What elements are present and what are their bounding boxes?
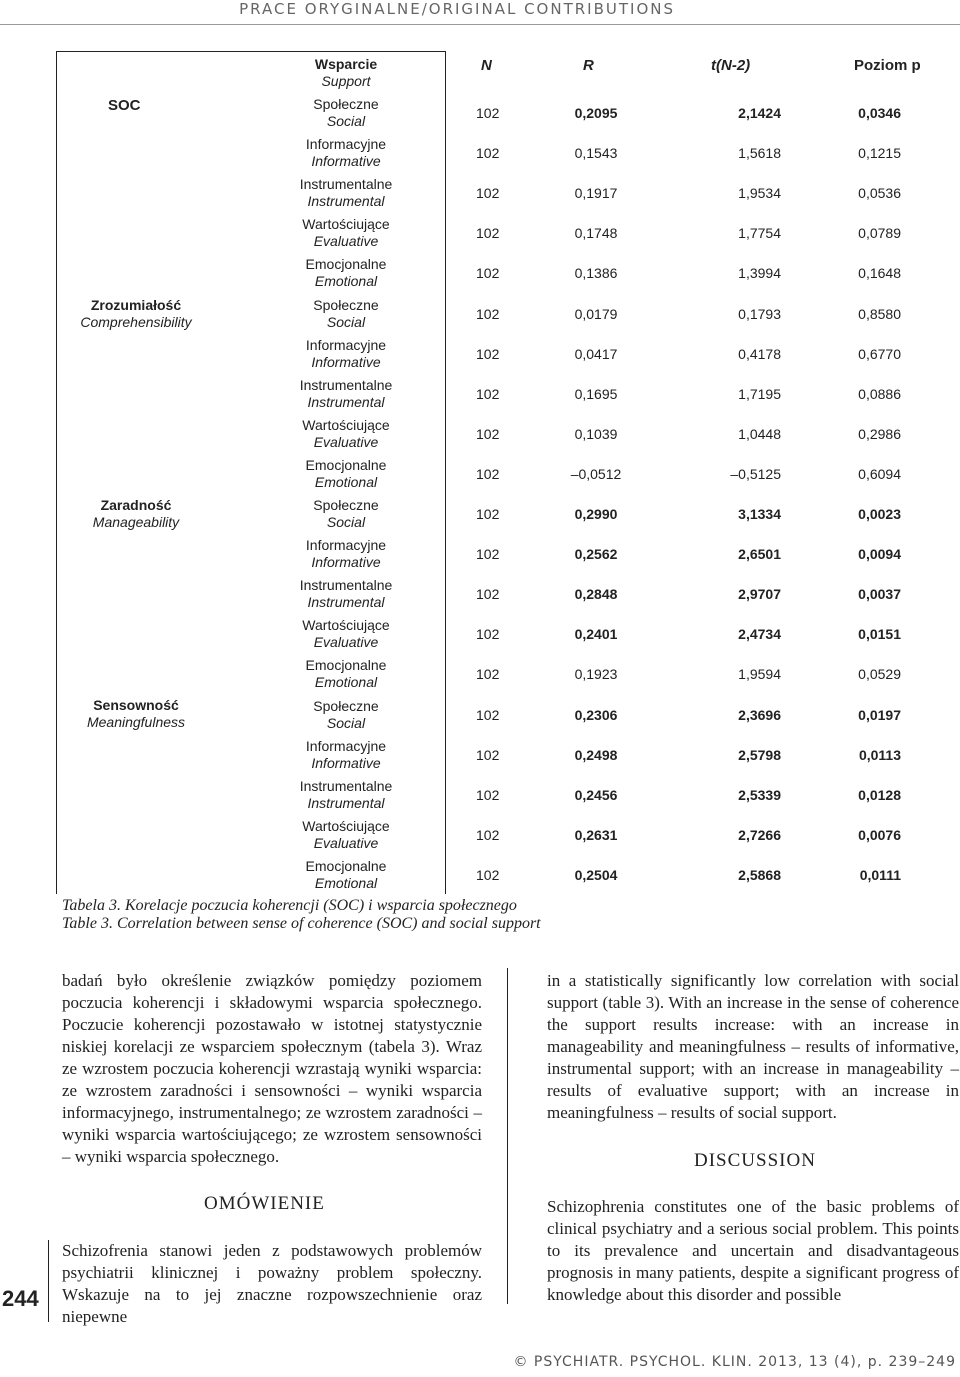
cell-n: 102 (476, 145, 500, 162)
left-column-para2: Schizofrenia stanowi jeden z podstawowych problemów psychiatrii klinicznej i poważny problem społeczny. Wskazuje na to jej znaczne rozpowszechnienie oraz niepewne (62, 1241, 482, 1326)
cell-r: 0,2306 (574, 706, 618, 723)
cell-n: 102 (476, 345, 500, 362)
cell-r: 0,1923 (574, 666, 618, 683)
table-row (446, 185, 956, 205)
cell-r: 0,1543 (574, 145, 618, 162)
right-heading: DISCUSSION (694, 1150, 816, 1171)
table-row (446, 626, 956, 646)
support-type-pl: Instrumentalne (299, 777, 393, 794)
col-r: R (583, 57, 594, 74)
cell-n: 102 (476, 105, 500, 121)
category-pl: Zrozumiałość (90, 297, 182, 313)
running-header: PRACE ORYGINALNE/ORIGINAL CONTRIBUTIONS (239, 0, 675, 18)
support-type-pl: Informacyjne (305, 537, 387, 554)
support-type (246, 136, 446, 170)
cell-r: 0,0179 (574, 305, 618, 322)
cell-t: 1,7754 (738, 225, 781, 242)
cell-n: 102 (476, 265, 500, 282)
table-row (446, 827, 956, 847)
table-row (446, 386, 956, 406)
col-n: N (481, 57, 492, 74)
support-type-pl: Społeczne (313, 697, 379, 714)
cell-t: 3,1334 (738, 506, 781, 522)
cell-t: 1,7195 (738, 385, 781, 402)
support-type-pl: Informacyjne (305, 737, 387, 754)
cell-r: 0,2562 (574, 546, 618, 563)
cell-r: 0,2401 (574, 626, 618, 643)
cell-r: 0,1695 (574, 385, 618, 402)
table-row (446, 145, 956, 165)
support-type (246, 537, 446, 571)
cell-t: 0,4178 (738, 345, 781, 362)
cell-t: 2,1424 (738, 105, 781, 121)
support-type-en: Social (326, 714, 366, 731)
support-type (246, 698, 446, 732)
page-number: 244 (2, 1286, 39, 1311)
col-p: Poziom p (854, 57, 921, 74)
table-row (446, 666, 956, 686)
support-type-en: Informative (311, 754, 381, 771)
support-type-en: Evaluative (313, 233, 379, 250)
cell-t: 1,3994 (738, 265, 781, 282)
cell-p: 0,0023 (858, 506, 901, 522)
support-type-pl: Instrumentalne (299, 376, 393, 393)
cell-t: 2,6501 (738, 546, 781, 563)
col-support (246, 56, 446, 90)
cell-t: 1,5618 (738, 145, 781, 162)
support-type (246, 377, 446, 411)
cell-n: 102 (476, 506, 500, 522)
category-pl: Zaradność (100, 497, 172, 513)
support-type-pl: Instrumentalne (299, 577, 393, 594)
support-type (246, 337, 446, 371)
table-row (446, 867, 956, 887)
cell-p: 0,0536 (858, 185, 901, 202)
cell-t: –0,5125 (730, 465, 781, 482)
category-en: Meaningfulness (86, 714, 186, 730)
table-row (446, 105, 956, 125)
cell-p: 0,2986 (858, 425, 901, 442)
support-type-pl: Społeczne (313, 296, 379, 313)
table-row (446, 787, 956, 807)
support-type-pl: Instrumentalne (299, 176, 393, 193)
cell-t: 0,1793 (738, 305, 781, 322)
table-row (446, 707, 956, 727)
cell-n: 102 (476, 546, 500, 563)
support-type (246, 778, 446, 812)
table-row (446, 265, 956, 285)
col-t: t(N-2) (711, 57, 751, 74)
support-type (246, 96, 446, 130)
cell-r: 0,1748 (574, 225, 618, 242)
table-row (446, 346, 956, 366)
support-type-pl: Emocjonalne (305, 456, 387, 473)
table-row (446, 546, 956, 566)
right-column-para1: in a statistically significantly low correlation with social support (table 3). With an increase in the sense of coherence the support results increase: with an increase in manageability and meaningfulness – results of informative, instrumental support; with an increase in manageability – results of evaluative support; with an increase in meaningfulness – results of social support. (547, 971, 959, 1122)
cell-p: 0,0037 (858, 586, 901, 603)
cell-r: 0,1386 (574, 265, 618, 282)
cell-t: 2,5339 (738, 786, 781, 803)
support-type (246, 176, 446, 210)
cell-n: 102 (476, 626, 500, 643)
cell-p: 0,0197 (858, 706, 901, 723)
cell-n: 102 (476, 666, 500, 683)
support-type (246, 858, 446, 892)
cell-n: 102 (476, 786, 500, 803)
cell-t: 1,9594 (738, 666, 781, 683)
support-type (246, 497, 446, 531)
category-comprehensibility (56, 297, 216, 331)
category-en: Manageability (92, 514, 180, 530)
support-type-pl: Społeczne (313, 96, 379, 112)
support-type-en: Social (326, 514, 366, 530)
cell-p: 0,0151 (858, 626, 901, 643)
support-type-pl: Emocjonalne (305, 857, 387, 874)
category-manageability (56, 497, 216, 531)
support-type-en: Emotional (314, 674, 378, 691)
cell-t: 2,5798 (738, 746, 781, 763)
support-type-en: Informative (311, 353, 381, 370)
table-row (446, 306, 956, 326)
cell-t: 2,5868 (738, 866, 781, 883)
table-row (446, 586, 956, 606)
support-type-pl: Emocjonalne (305, 657, 387, 674)
support-type (246, 577, 446, 611)
cell-p: 0,0346 (858, 105, 901, 121)
table-row (446, 426, 956, 446)
caption-pl: Tabela 3. Korelacje poczucia koherencji (SOC) i wsparcia społecznego (62, 897, 517, 914)
cell-r: –0,0512 (570, 465, 622, 482)
cell-n: 102 (476, 465, 500, 482)
cell-p: 0,8580 (858, 305, 901, 322)
category-pl: Sensowność (93, 697, 179, 713)
cell-p: 0,0529 (858, 666, 901, 683)
support-type (246, 617, 446, 651)
support-type-pl: Wartościujące (302, 817, 390, 834)
cell-p: 0,6770 (858, 345, 901, 362)
support-type (246, 818, 446, 852)
journal-footer: © PSYCHIATR. PSYCHOL. KLIN. 2013, 13 (4), p. 239–249 (513, 1354, 956, 1370)
support-type-pl: Społeczne (313, 497, 379, 513)
support-type-pl: Wartościujące (302, 416, 390, 433)
header-rule (0, 24, 960, 25)
cell-p: 0,0886 (858, 385, 901, 402)
column-divider (507, 968, 508, 1304)
cell-r: 0,2631 (574, 826, 618, 843)
cell-t: 2,7266 (738, 826, 781, 843)
support-type-en: Instrumental (307, 193, 385, 210)
support-type-pl: Wartościujące (302, 216, 390, 233)
support-header-pl: Wsparcie (314, 56, 378, 72)
cell-n: 102 (476, 586, 500, 603)
cell-r: 0,2456 (574, 786, 618, 803)
cell-n: 102 (476, 746, 500, 763)
table-row (446, 506, 956, 526)
support-type-en: Instrumental (307, 794, 385, 811)
cell-p: 0,1215 (858, 145, 901, 162)
cell-t: 2,9707 (738, 586, 781, 603)
cell-r: 0,2848 (574, 586, 618, 603)
support-type (246, 216, 446, 250)
support-type-en: Instrumental (307, 393, 385, 410)
cell-n: 102 (476, 225, 500, 242)
support-type-en: Social (326, 113, 366, 129)
cell-p: 0,6094 (858, 465, 901, 482)
category-en: Comprehensibility (80, 314, 192, 330)
support-type-en: Emotional (314, 473, 378, 490)
cell-t: 1,9534 (738, 185, 781, 202)
cell-p: 0,0094 (858, 546, 901, 563)
left-column-para1: badań było określenie związków pomiędzy poziomem poczucia koherencji i składowymi wsparcia społecznego. Poczucie koherencji pozostawało w istotnej statystycznie niskiej korelacji ze wsparciem społecznym (tabela 3). Wraz ze wzrostem poczucia koherencji wzrastają wyniki wsparcia: ze wzrostem zaradności i sensowności – wyniki wsparcia informacyjnego, instrumentalnego; ze wzrostem zaradności – wyniki wsparcia wartościującego; ze wzrostem sensowności – wyniki wsparcia społecznego. (62, 971, 482, 1166)
cell-n: 102 (476, 385, 500, 402)
support-type-en: Informative (311, 554, 381, 571)
col-soc: SOC (108, 97, 141, 114)
support-type-pl: Wartościujące (302, 617, 390, 634)
page-number-rule (48, 1240, 49, 1322)
support-header-en: Support (321, 73, 371, 89)
table-caption (62, 897, 541, 933)
support-type-en: Instrumental (307, 594, 385, 611)
cell-t: 2,3696 (738, 706, 781, 723)
cell-n: 102 (476, 706, 500, 723)
support-type-en: Evaluative (313, 634, 379, 651)
support-type-en: Evaluative (313, 433, 379, 450)
cell-r: 0,0417 (574, 345, 618, 362)
support-type-en: Social (326, 313, 366, 330)
cell-r: 0,1039 (574, 425, 618, 442)
support-type (246, 417, 446, 451)
right-column-para2: Schizophrenia constitutes one of the basic problems of clinical psychiatry and a serious social problem. This points to its prevalence and uncertain and disadvantageous prognosis in many patients, despite a significant progress of knowledge about this disorder and possible (547, 1197, 959, 1304)
cell-n: 102 (476, 185, 500, 202)
cell-r: 0,2504 (574, 866, 618, 883)
table-row (446, 466, 956, 486)
support-type-pl: Informacyjne (305, 136, 387, 153)
cell-p: 0,0128 (858, 786, 901, 803)
cell-p: 0,1648 (858, 265, 901, 282)
cell-r: 0,2095 (574, 105, 618, 121)
support-type-pl: Emocjonalne (305, 256, 387, 273)
cell-n: 102 (476, 866, 500, 883)
support-type-en: Emotional (314, 874, 378, 891)
left-heading: OMÓWIENIE (204, 1193, 325, 1214)
cell-p: 0,0789 (858, 225, 901, 242)
support-type-en: Emotional (314, 273, 378, 290)
cell-p: 0,0111 (859, 866, 901, 883)
cell-n: 102 (476, 305, 500, 322)
support-type-pl: Informacyjne (305, 336, 387, 353)
cell-t: 2,4734 (738, 626, 781, 643)
support-type-en: Evaluative (313, 834, 379, 851)
cell-r: 0,1917 (574, 185, 618, 202)
correlation-table (56, 51, 956, 894)
support-type (246, 657, 446, 691)
cell-n: 102 (476, 826, 500, 843)
category-meaningfulness (56, 697, 216, 731)
support-type (246, 738, 446, 772)
cell-r: 0,2498 (574, 746, 618, 763)
table-row (446, 225, 956, 245)
table-row (446, 747, 956, 767)
support-type (246, 256, 446, 290)
support-type-en: Informative (311, 153, 381, 170)
cell-t: 1,0448 (738, 425, 781, 442)
caption-en: Table 3. Correlation between sense of coherence (SOC) and social support (62, 915, 541, 932)
cell-p: 0,0076 (858, 826, 901, 843)
cell-p: 0,0113 (858, 746, 901, 763)
cell-n: 102 (476, 425, 500, 442)
cell-r: 0,2990 (574, 506, 618, 522)
support-type (246, 457, 446, 491)
support-type (246, 297, 446, 331)
